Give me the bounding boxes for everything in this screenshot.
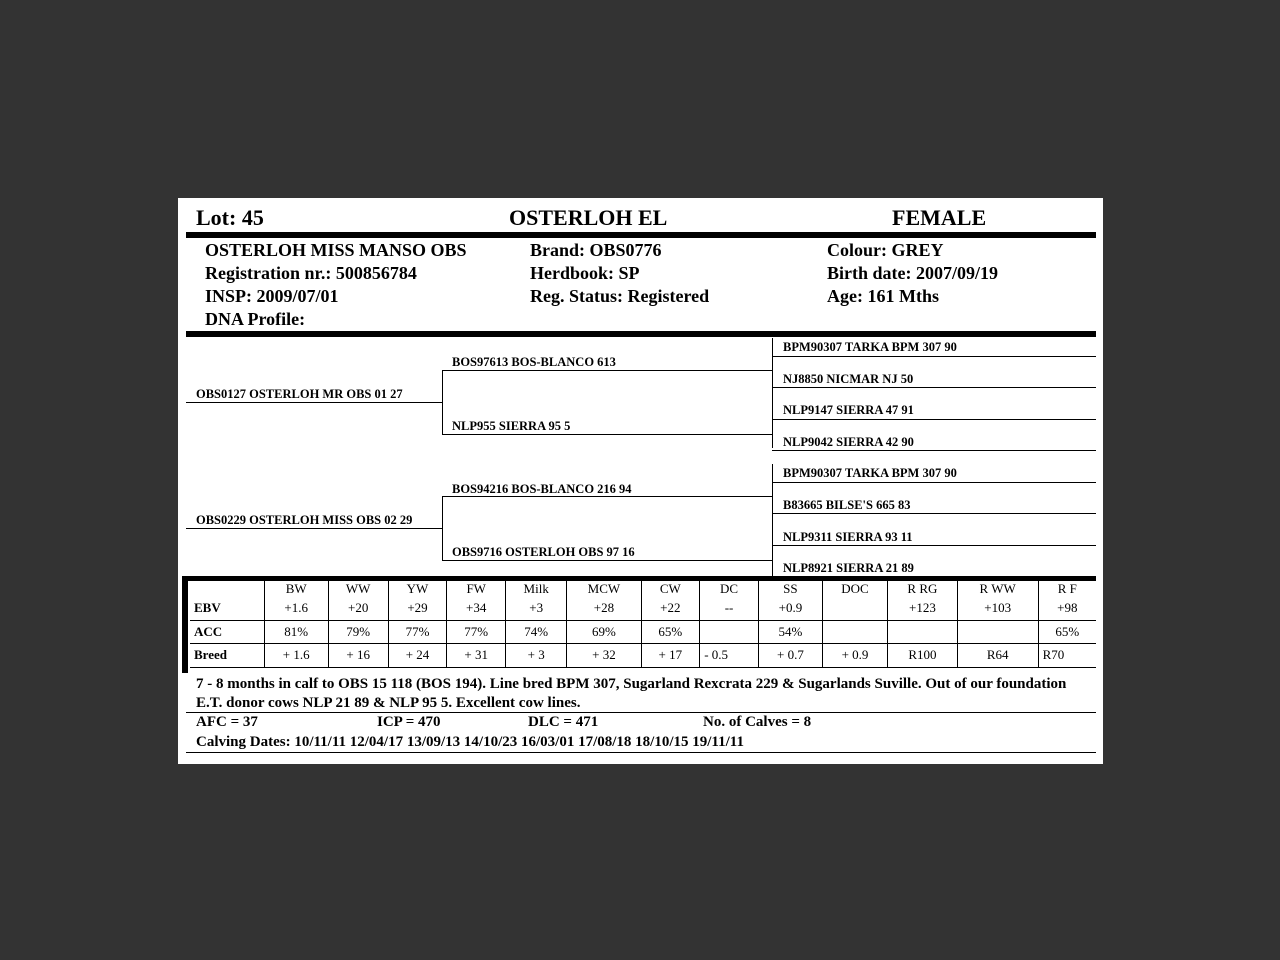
ebv-cell: + 3 [506, 644, 567, 668]
ebv-cell: +0.9 [758, 597, 822, 620]
ebv-cell: + 17 [641, 644, 700, 668]
notes-rule [186, 712, 1096, 713]
pedigree-line [442, 496, 773, 497]
ebv-col-header: R F [1057, 581, 1077, 596]
ebv-cell: 77% [447, 620, 506, 644]
ebv-cell: 81% [264, 620, 328, 644]
animal-name: OSTERLOH MISS MANSO OBS [205, 240, 467, 260]
ebv-row-label: EBV [190, 597, 264, 620]
header-rule [186, 232, 1096, 238]
pedigree-ggp: NLP9311 SIERRA 93 11 [783, 530, 913, 544]
ebv-row [190, 597, 1096, 620]
ebv-cell: +22 [641, 597, 700, 620]
ebv-col-header: CW [641, 581, 700, 597]
ebv-cell: 79% [328, 620, 388, 644]
ebv-row-label: ACC [190, 620, 264, 644]
ebv-cell [822, 597, 887, 620]
ebv-col-header: YW [388, 581, 447, 597]
ebv-cell: R64 [957, 644, 1038, 668]
ebv-col-header: DOC [822, 581, 887, 597]
pedigree-line [442, 560, 773, 561]
ebv-col-header: BW [264, 581, 328, 597]
animal-card [178, 198, 1103, 764]
ebv-cell: + 24 [388, 644, 447, 668]
notes-text: 7 - 8 months in calf to OBS 15 118 (BOS 194). Line bred BPM 307, Sugarland Rexcrata 229 & Sugarlands Suville. Out of our foundation E.T. donor cows NLP 21 89 & NLP 95 5. Excellent cow lines. [196, 676, 1067, 711]
ebv-cell: 65% [641, 620, 700, 644]
calves-stat: No. of Calves = 8 [703, 714, 812, 730]
ebv-cell [700, 620, 759, 644]
ebv-cell [888, 620, 958, 644]
ebv-cell: + 32 [567, 644, 641, 668]
ebv-cell: 65% [1038, 620, 1096, 644]
insp-date: INSP: 2009/07/01 [205, 286, 339, 306]
pedigree-line [772, 464, 773, 576]
ebv-cell: 69% [567, 620, 641, 644]
ebv-cell [822, 620, 887, 644]
pedigree-ggp: B83665 BILSE'S 665 83 [783, 498, 911, 512]
pedigree-ggp: NLP9147 SIERRA 47 91 [783, 403, 914, 417]
age: Age: 161 Mths [827, 286, 939, 306]
pedigree-line [186, 402, 443, 403]
ebv-cell: +34 [447, 597, 506, 620]
ebv-cell: 74% [506, 620, 567, 644]
herdbook: Herdbook: SP [530, 263, 640, 283]
ebv-left-bar [182, 576, 188, 673]
ebv-col-header: Milk [506, 581, 567, 597]
pedigree-ggp: BPM90307 TARKA BPM 307 90 [783, 466, 957, 480]
pedigree-line [772, 513, 1096, 514]
reg-status: Reg. Status: Registered [530, 286, 710, 306]
ebv-cell: 77% [388, 620, 447, 644]
pedigree-line [772, 356, 1096, 357]
pedigree-sire: OBS0127 OSTERLOH MR OBS 01 27 [196, 387, 403, 401]
ebv-cell: +98 [1038, 597, 1096, 620]
ebv-cell: + 0.7 [758, 644, 822, 668]
ebv-header-row [190, 581, 1096, 597]
ebv-row [190, 644, 1096, 668]
ebv-cell: +3 [506, 597, 567, 620]
pedigree-line [772, 545, 1096, 546]
birth-date: Birth date: 2007/09/19 [827, 263, 999, 283]
colour: Colour: GREY [827, 240, 944, 260]
ebv-col-header: R RG [888, 581, 958, 597]
pedigree-ggp: NLP8921 SIERRA 21 89 [783, 561, 914, 575]
pedigree-line [442, 496, 443, 560]
pedigree-ggp: NJ8850 NICMAR NJ 50 [783, 372, 914, 386]
afc-stat: AFC = 37 [196, 714, 258, 730]
pedigree-sire-sire: BOS97613 BOS-BLANCO 613 [452, 355, 616, 369]
lot-label: Lot: 45 [196, 205, 264, 230]
ebv-col-header: SS [758, 581, 822, 597]
ebv-cell: -- [700, 597, 759, 620]
ebv-cell: 54% [758, 620, 822, 644]
ebv-corner [190, 581, 264, 597]
icp-stat: ICP = 470 [377, 714, 441, 730]
pedigree-line [442, 370, 443, 434]
ebv-cell: R100 [888, 644, 958, 668]
ebv-col-header: DC [700, 581, 759, 597]
pedigree-line [772, 387, 1096, 388]
ebv-cell: +29 [388, 597, 447, 620]
ebv-cell: +103 [957, 597, 1038, 620]
ebv-cell: +123 [888, 597, 958, 620]
brand: Brand: OBS0776 [530, 240, 662, 260]
ebv-cell: R70 [1038, 644, 1096, 668]
ebv-cell: +20 [328, 597, 388, 620]
pedigree-line [442, 434, 773, 435]
dlc-stat: DLC = 471 [528, 714, 599, 730]
pedigree-line [772, 338, 773, 448]
pedigree-dam-dam: OBS9716 OSTERLOH OBS 97 16 [452, 545, 635, 559]
ebv-col-header: FW [447, 581, 506, 597]
ebv-cell: + 31 [447, 644, 506, 668]
ebv-row [190, 620, 1096, 644]
pedigree-line [186, 528, 443, 529]
pedigree-line [442, 370, 773, 371]
ebv-cell: + 1.6 [264, 644, 328, 668]
registration-number: Registration nr.: 500856784 [205, 263, 417, 283]
pedigree-ggp: BPM90307 TARKA BPM 307 90 [783, 340, 957, 354]
ebv-table [190, 581, 1096, 668]
pedigree-line [772, 450, 1096, 451]
calving-dates: Calving Dates: 10/11/11 12/04/17 13/09/13 14/10/23 16/03/01 17/08/18 18/10/15 19/11/11 [196, 734, 744, 750]
ebv-cell: + 16 [328, 644, 388, 668]
ebv-cell: - 0.5 [700, 644, 759, 668]
ebv-col-header: MCW [567, 581, 641, 597]
dna-profile: DNA Profile: [205, 309, 306, 329]
ebv-row-label: Breed [190, 644, 264, 668]
ebv-col-header: WW [328, 581, 388, 597]
ebv-cell: +1.6 [264, 597, 328, 620]
pedigree-dam: OBS0229 OSTERLOH MISS OBS 02 29 [196, 513, 413, 527]
ebv-cell: +28 [567, 597, 641, 620]
sex-label: FEMALE [892, 205, 987, 230]
info-rule [186, 331, 1096, 337]
bottom-rule [186, 752, 1096, 753]
ebv-cell [957, 620, 1038, 644]
ebv-cell: + 0.9 [822, 644, 887, 668]
pedigree-line [772, 482, 1096, 483]
pedigree-sire-dam: NLP955 SIERRA 95 5 [452, 419, 571, 433]
pedigree-ggp: NLP9042 SIERRA 42 90 [783, 435, 914, 449]
pedigree-dam-sire: BOS94216 BOS-BLANCO 216 94 [452, 482, 632, 496]
ebv-col-header: R WW [957, 581, 1038, 597]
pedigree-line [772, 419, 1096, 420]
sale-title: OSTERLOH EL [509, 205, 668, 230]
